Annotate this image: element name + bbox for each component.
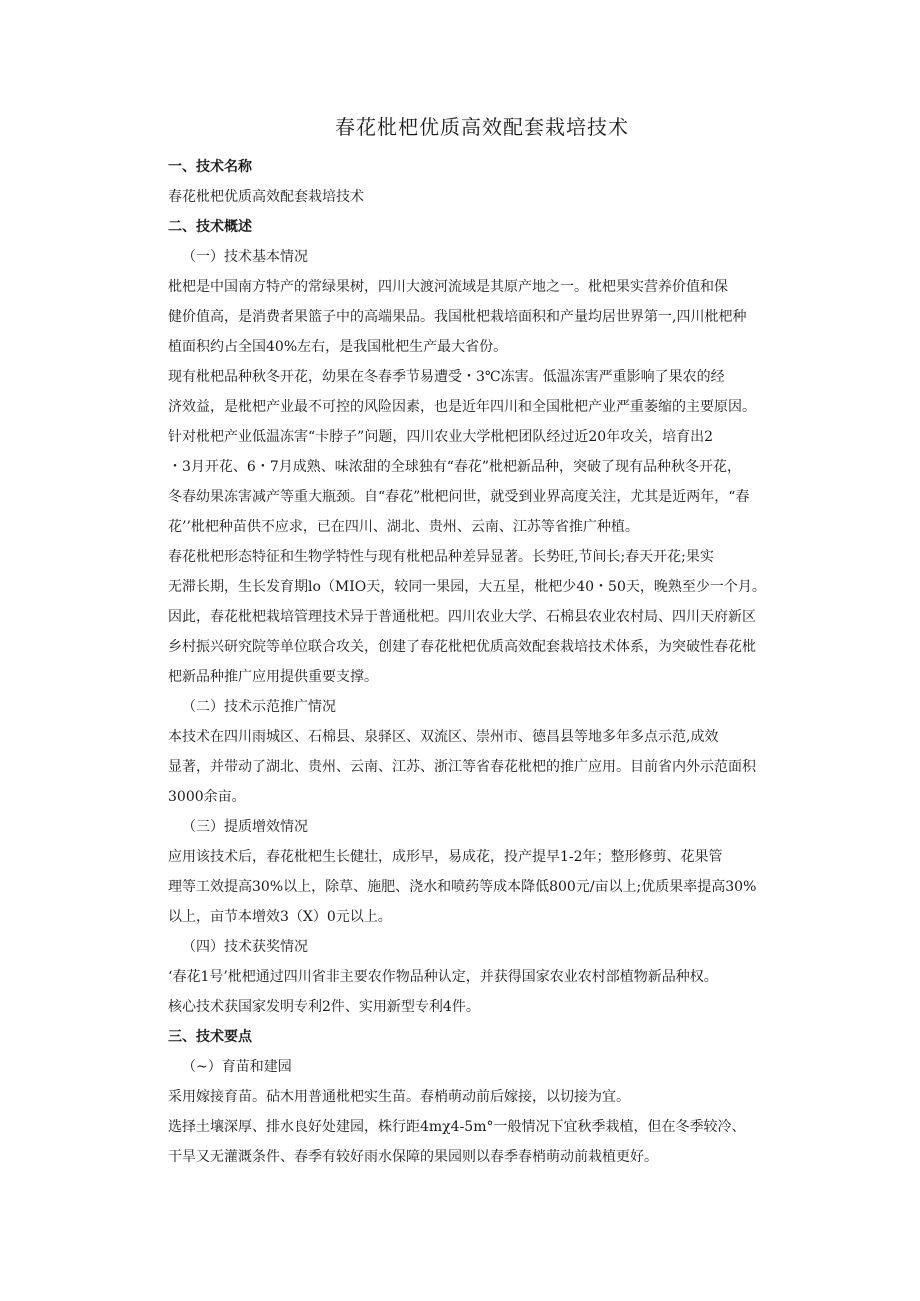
text-line: 因此，春花枇杷栽培管理技术异于普通枇杷。四川农业大学、石棉县农业农村局、四川天府新区 — [168, 609, 756, 625]
text-line: 无滞长期，生长发育期lo（MIO天，较同一果园，大五星，枇杷少40・50天，晚熟至少一个月。 — [168, 579, 766, 595]
text-line: 核心技术获国家发明专利2件、实用新型专利4件。 — [168, 999, 480, 1015]
text-line: 3000余亩。 — [168, 789, 246, 805]
text-line: 花’’枇杷种苗供不应求，已在四川、湖北、贵州、云南、江苏等省推广种植。 — [168, 519, 639, 535]
text-line: 以上，亩节本增效3（X）0元以上。 — [168, 909, 392, 925]
subheading-promotion: （二）技术示范推广情况 — [182, 699, 336, 715]
text-line: ・3月开花、6・7月成熟、味浓甜的全球独有“春花”枇杷新品种，突破了现有品种秋冬开花， — [168, 459, 742, 475]
text-line: 健价值高，是消费者果篮子中的高端果品。我国枇杷栽培面积和产量均居世界第一,四川枇杷种 — [168, 309, 747, 325]
text-line: ‘春花1号’枇杷通过四川省非主要农作物品种认定，并获得国家农业农村部植物新品种权。 — [168, 969, 718, 985]
subheading-awards: （四）技术获奖情况 — [182, 939, 308, 955]
text-line: 针对枇杷产业低温冻害“卡脖子”问题，四川农业大学枇杷团队经过近20年攻关，培育出2 — [168, 429, 714, 445]
text-line: 济效益，是枇杷产业最不可控的风险因素，也是近年四川和全国枇杷产业严重萎缩的主要原因。 — [168, 399, 756, 415]
document-page — [168, 112, 796, 1172]
text-line: 显著，并带动了湖北、贵州、云南、江苏、浙江等省春花枇杷的推广应用。目前省内外示范面积 — [168, 759, 756, 775]
text-line: 本技术在四川雨城区、石棉县、泉驿区、双流区、崇州市、德昌县等地多年多点示范,成效 — [168, 729, 719, 745]
text-line: 采用嫁接育苗。砧木用普通枇杷实生苗。春梢萌动前后嫁接，以切接为宜。 — [168, 1089, 630, 1105]
paragraph-promotion — [168, 722, 796, 812]
paragraph-benefits — [168, 842, 796, 932]
subheading-basic-info: （一）技术基本情况 — [182, 249, 308, 265]
text-line: 冬春幼果冻害减产等重大瓶颈。自“春花”枇杷问世，就受到业界高度关注，尤其是近两年，“春 — [168, 489, 750, 505]
paragraph-orchard-setup — [168, 1112, 796, 1172]
text-line: 干旱又无灌溉条件、春季有较好雨水保障的果园则以春季春梢萌动前栽植更好。 — [168, 1149, 658, 1165]
text-line: 理等工效提高30%以上，除草、施肥、浇水和喷药等成本降低800元/亩以上;优质果率提高30% — [168, 879, 757, 895]
paragraph-grafting — [168, 1082, 796, 1112]
text-line: 选择土壤深厚、排水良好处建园，株行距4mχ4-5m°一般情况下宜秋季栽植，但在冬季较冷、 — [168, 1119, 746, 1135]
paragraph-awards — [168, 962, 796, 1022]
text-line: 春花枇杷形态特征和生物学特性与现有枇杷品种差异显著。长势旺,节间长;春天开花;果实 — [168, 549, 714, 565]
tech-name-text: 春花枇杷优质高效配套栽培技术 — [168, 189, 364, 205]
subheading-nursery: （~）育苗和建园 — [182, 1059, 292, 1075]
text-line: 枇杷是中国南方特产的常绿果树，四川大渡河流域是其原产地之一。枇杷果实营养价值和保 — [168, 279, 728, 295]
text-line: 应用该技术后，春花枇杷生长健壮，成形早，易成花，投产提早1-2年；整形修剪、花果管 — [168, 849, 723, 865]
paragraph-frost-risk — [168, 362, 796, 422]
subheading-benefits: （三）提质增效情况 — [182, 819, 308, 835]
section-heading-key-points: 三、技术要点 — [168, 1029, 252, 1045]
page-title: 春花枇杷优质高效配套栽培技术 — [335, 115, 629, 139]
paragraph-intro — [168, 272, 796, 362]
section-heading-overview: 二、技术概述 — [168, 219, 252, 235]
text-line: 杷新品种推广应用提供重要支撑。 — [168, 669, 378, 685]
section-heading-tech-name: 一、技术名称 — [168, 159, 252, 175]
text-line: 植面积约占全国40%左右，是我国枇杷生产最大省份。 — [168, 339, 508, 355]
text-line: 乡村振兴研究院等单位联合攻关，创建了春花枇杷优质高效配套栽培技术体系，为突破性春花枇 — [168, 639, 756, 655]
paragraph-characteristics — [168, 542, 796, 692]
text-line: 现有枇杷品种秋冬开花，幼果在冬春季节易遭受・3℃冻害。低温冻害严重影响了果农的经 — [168, 369, 725, 385]
paragraph-breeding — [168, 422, 796, 542]
